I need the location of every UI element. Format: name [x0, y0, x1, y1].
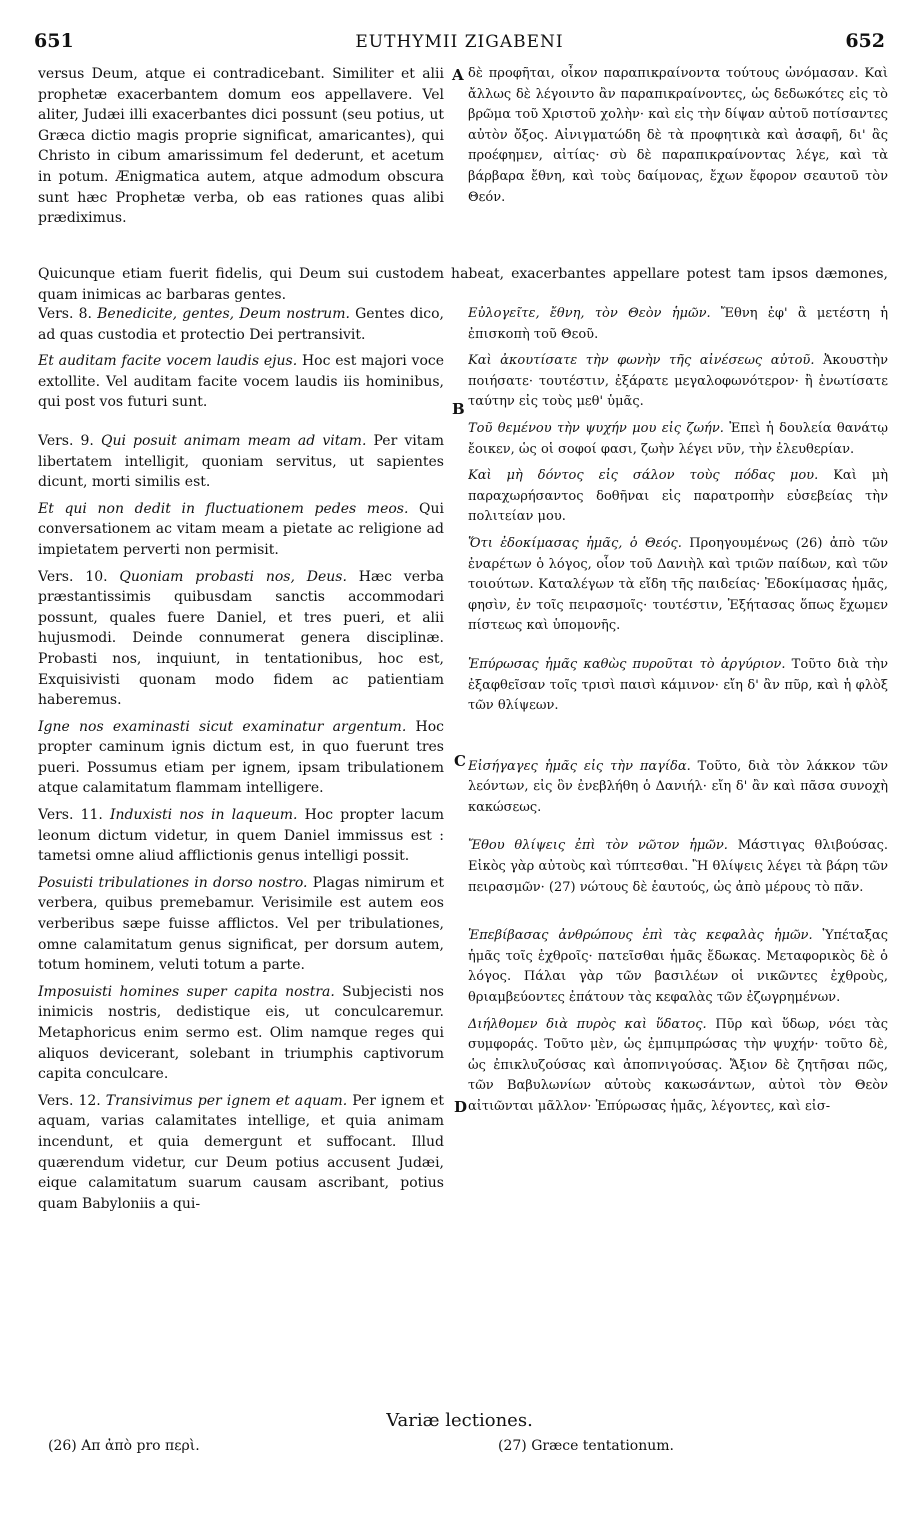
section-marker-c: C — [454, 752, 466, 770]
latin-paragraph: Vers. 11. Induxisti nos in laqueum. Hoc propter lacum leonum dictum videtur, in quem Daniel immissus est : tametsi omne aliud afflictionis genus intelligi possit. — [38, 807, 444, 865]
greek-paragraph: Εὐλογεῖτε, ἔθνη, τὸν Θεὸν ἡμῶν. Ἔθνη ἐφ' ἃ μετέστη ἡ ἐπισκοπὴ τοῦ Θεοῦ. — [468, 306, 888, 342]
latin-paragraph: Vers. 8. Benedicite, gentes, Deum nostrum. Gentes dico, ad quas custodia et protectio Dei pertransivit. — [38, 306, 444, 343]
section-marker-b: B — [452, 400, 465, 418]
greek-top-text: δὲ προφῆται, οἶκον παραπικραίνοντα τούτους ὠνόμασαν. Καὶ ἄλλως δὲ λέγοιντο ἂν παραπικραίνοντες, ὡς δεδωκότες εἰς τὸ βρῶμα τοῦ Χριστοῦ χολὴν· καὶ εἰς τὴν δίψαν αὐτοῦ ποτίσαντες αὐτὸν ὄξος. Αἰνιγματώδη δὲ τὰ προφητικὰ καὶ ἀσαφῆ, δι' ἃς προέφημεν, αἰτίας· σὺ δὲ παραπικραίνοντας λέγε, καὶ τὰ βάρβαρα ἔθνη, καὶ τοὺς δαίμονας, ἔχων ἔφορον σεαυτοῦ τὸν Θεόν. — [468, 66, 888, 205]
greek-paragraph: Εἰσήγαγες ἡμᾶς εἰς τὴν παγίδα. Τοῦτο, διὰ τὸν λάκκον τῶν λεόντων, εἰς ὃν ἐνεβλήθη ὁ Δανιήλ· εἴη δ' ἂν καὶ πᾶσα συνοχὴ κακώσεως. — [468, 758, 888, 815]
latin-column-top — [38, 64, 444, 229]
latin-paragraph: Vers. 9. Qui posuit animam meam ad vitam. Per vitam libertatem intelligit, quoniam servitus, ut sapientes dicunt, morti similis est. — [38, 432, 444, 491]
latin-paragraph: Imposuisti homines super capita nostra. Subjecisti nos inimicis nostris, dedistique eis, ut conculcaremur. Metaphoricus enim sermo est. Olim namque reges qui aliquos devicerant, solebant in triumphis captivorum capita conculcare. — [38, 983, 444, 1083]
greek-paragraph: Ὅτι ἐδοκίμασας ἡμᾶς, ὁ Θεός. Προηγουμένως (26) ἀπὸ τῶν ἐναρέτων ὁ λόγος, οἷον τοῦ Δανιὴλ καὶ τριῶν παίδων, καὶ τῶν τοιούτων. Καταλέγων τὰ εἴδη τῆς παιδείας· Ἐδοκίμασας ἡμᾶς, φησὶν, ἐν τοῖς πειρασμοῖς· τουτέστιν, Ἐξήτασας ὅπως ἔχωμεν πίστεως καὶ ὑπομονῆς. — [468, 535, 888, 634]
greek-column-top — [468, 64, 888, 208]
greek-paragraph: Τοῦ θεμένου τὴν ψυχήν μου εἰς ζωήν. Ἐπεὶ ἡ δουλεία θανάτῳ ἔοικεν, ὡς οἱ σοφοί φασι, ζωὴν λέγει νῦν, τὴν ἐλευθερίαν. — [468, 420, 888, 457]
page-number-right: 652 — [845, 30, 885, 52]
greek-column — [468, 304, 888, 1410]
variae-lectiones-heading: Variæ lectiones. — [386, 1410, 533, 1431]
latin-column — [38, 304, 444, 1410]
greek-paragraph: Καὶ μὴ δόντος εἰς σάλον τοὺς πόδας μου. Καὶ μὴ παραχωρήσαντος δοθῆναι εἰς παρατροπὴν εὐσεβείας τὴν πολιτείαν μου. — [468, 468, 888, 525]
running-title: EUTHYMII ZIGABENI — [355, 32, 564, 52]
greek-paragraph: Ἐπεβίβασας ἀνθρώπους ἐπὶ τὰς κεφαλὰς ἡμῶν. Ὑπέταξας ἡμᾶς τοῖς ἐχθροῖς· πατεῖσθαι ἡμᾶς ἔδωκας. Μεταφορικὸς δὲ ὁ λόγος. Πάλαι γὰρ τῶν βασιλέων οἱ νικῶντες ἐχθροὺς, θριαμβεύοντες ἐπάτουν τὰς κεφαλὰς τῶν ἐζωγρημένων. — [468, 928, 888, 1006]
greek-paragraph: Ἐπύρωσας ἡμᾶς καθὼς πυροῦται τὸ ἀργύριον. Τοῦτο διὰ τὴν ἐξαφθεῖσαν τοῖς τρισὶ παισὶ κάμινον· εἴη δ' ἂν πῦρ, καὶ ἡ φλὸξ τῶν θλίψεων. — [468, 656, 888, 714]
latin-paragraph: Posuisti tribulationes in dorso nostro. Plagas nimirum et verbera, quibus premebamur. Verisimile est autem eos verberibus sæpe fuisse afflictos. Vel per tribulationes, omne calamitatum genus significat, per dorsum autem, totum hominem, veluti totum a parte. — [38, 874, 444, 974]
latin-paragraph: Vers. 10. Quoniam probasti nos, Deus. Hæc verba præstantissimis quibusdam sanctis accommodari possunt, quales fuere Daniel, et tres pueri, et alii hujusmodi. Deinde connumerat genera disciplinæ. Probasti nos, inquiunt, in tentationibus, hoc est, Exquisivisti quonam modo fidem ac patientiam haberemus. — [38, 568, 444, 709]
footnote-26: (26) Aπ ἀπὸ pro περὶ. — [48, 1438, 200, 1454]
greek-paragraph: Καὶ ἀκουτίσατε τὴν φωνὴν τῆς αἰνέσεως αὐτοῦ. Ἀκουστὴν ποιήσατε· τουτέστιν, ἐξάρατε μεγαλοφωνότερον· ἢ ἐνωτίσατε ταύτην εἰς τοὺς μεθ' ὑμᾶς. — [468, 353, 888, 410]
latin-paragraph: Et auditam facite vocem laudis ejus. Hoc est majori voce extollite. Vel auditam facite vocem laudis iis hominibus, qui post vos futuri sunt. — [38, 353, 444, 411]
latin-paragraph: Vers. 12. Transivimus per ignem et aquam. Per ignem et aquam, varias calamitates intellige, et quia animam incendunt, et quia demergunt et suffocant. Illud quærendum videtur, cur Deum potius accusent Judæi, eique calamitatum suarum causam ascribant, potius quam Babyloniis a qui- — [38, 1092, 444, 1212]
footnote-27: (27) Græce tentationum. — [498, 1438, 674, 1454]
running-header — [34, 30, 885, 60]
greek-paragraph: Ἔθου θλίψεις ἐπὶ τὸν νῶτον ἡμῶν. Μάστιγας θλιβούσας. Εἰκὸς γὰρ αὐτοὺς καὶ τύπτεσθαι. Ἢ θλίψεις λέγει τὰ βάρη τῶν πειρασμῶν· (27) νώτους δὲ ἑαυτούς, ὡς ἀπὸ μέρους τὸ πᾶν. — [468, 838, 888, 895]
latin-top-text: versus Deum, atque ei contradicebant. Similiter et alii prophetæ exacerbantem domum eos appellavere. Vel aliter, Judæi illi exacerbantes dici possunt (seu potius, ut Græca dictio magis proprie significat, amaricantes), qui Christo in cibum amarissimum fel dederunt, et acetum in potum. Ænigmatica autem, atque admodum obscura sunt hæc Prophetæ verba, ob eas rationes quas alibi prædiximus. — [38, 66, 444, 227]
greek-paragraph: Διήλθομεν διὰ πυρὸς καὶ ὕδατος. Πῦρ καὶ ὕδωρ, νόει τὰς συμφοράς. Τοῦτο μὲν, ὡς ἐμπιμπρώσας τὴν ψυχήν· τοῦτο δὲ, ὡς ἐπικλυζούσας καὶ ἀποπνιγούσας. Ἄξιον δὲ ζητῆσαι πῶς, τῶν Βαβυλωνίων αὐτοὺς κακωσάντων, αὐτοὶ τὸν Θεὸν αἰτιῶνται μᾶλλον· Ἐπύρωσας ἡμᾶς, λέγοντες, καὶ εἰσ- — [468, 1016, 888, 1114]
section-marker-d: D — [454, 1098, 468, 1116]
page-number-left: 651 — [34, 30, 74, 52]
full-width-line: Quicunque etiam fuerit fidelis, qui Deum sui custodem habeat, exacerbantes appellare potest tam ipsos dæmones, quam inimicas ac barbaras gentes. — [38, 266, 888, 303]
section-marker-a: A — [452, 66, 464, 84]
latin-paragraph: Igne nos examinasti sicut examinatur argentum. Hoc propter caminum ignis dictum est, in quo fuerunt tres pueri. Possumus etiam per ignem, ipsam tribulationem atque calamitatum flammam intelligere. — [38, 718, 444, 797]
latin-paragraph: Et qui non dedit in fluctuationem pedes meos. Qui conversationem ac vitam meam a pietate ac religione ad impietatem perverti non permisit. — [38, 500, 444, 558]
